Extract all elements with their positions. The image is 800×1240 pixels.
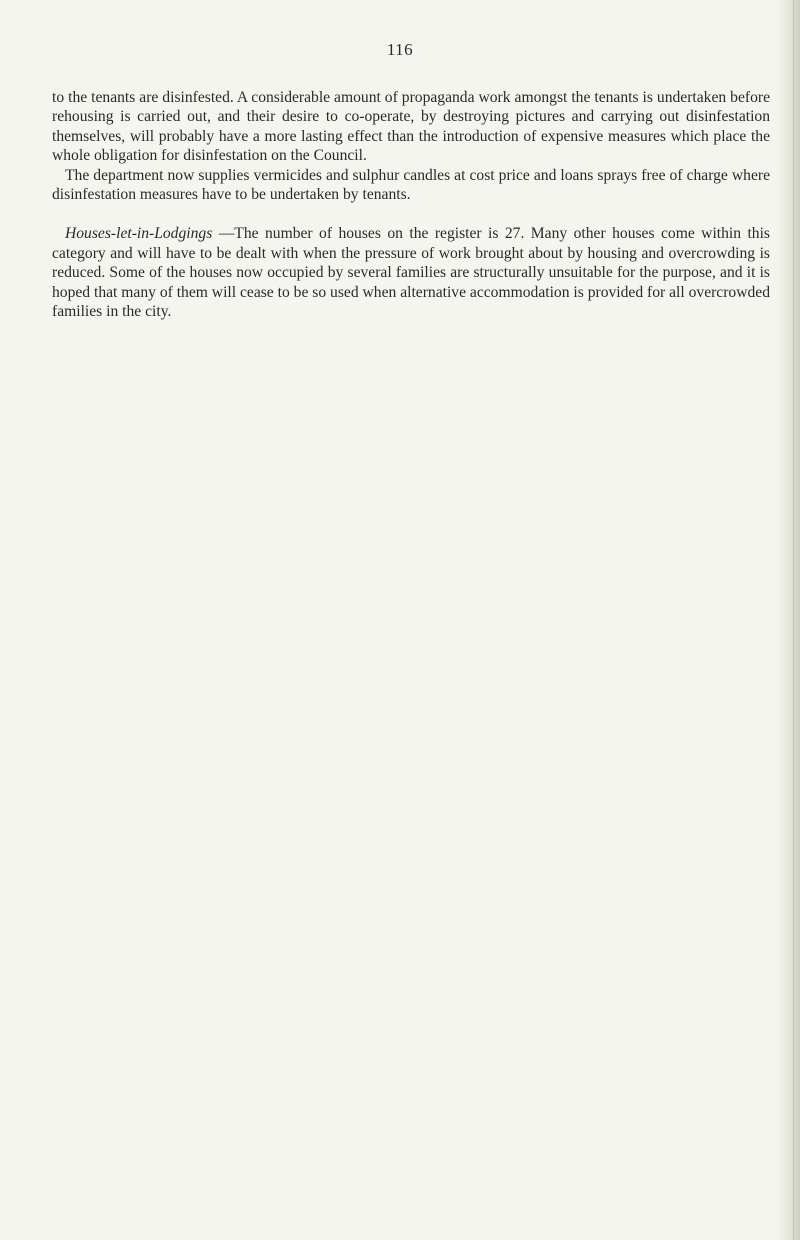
paragraph-disinfestation-propaganda: to the tenants are disinfested. A considerable amount of propaganda work amongst the tenants is undertaken before rehousing is carried out, and their desire to co-operate, by destroying pictures and carrying out disinfestation themselves, will probably have a more lasting effect than the introduction of expensive measures which place the whole obligation for disinfestation on the Council. — [52, 89, 770, 165]
section-heading-houses-let-in-lodgings: Houses-let-in-Lodgings — [65, 225, 213, 243]
paragraph-vermicides-supply: The department now supplies vermicides and sulphur candles at cost price and loans sprays free of charge where disinfestation measures have to be undertaken by tenants. — [52, 166, 770, 204]
body-text — [52, 88, 770, 321]
paragraph-houses-let-in-lodgings — [52, 224, 770, 321]
scan-edge-shadow — [776, 0, 800, 1240]
section-body-houses-let-in-lodgings: —The number of houses on the register is 27. Many other houses come within this category and will have to be dealt with when the pressure of work brought about by housing and overcrowding is reduced. Some of the houses now occupied by several families are structurally unsuitable for the purpose, and it is hoped that many of them will cease to be so used when alternative accommodation is provided for all overcrowded families in the city. — [52, 225, 770, 321]
page-number: 116 — [386, 40, 414, 59]
scan-edge-line — [793, 0, 794, 1240]
